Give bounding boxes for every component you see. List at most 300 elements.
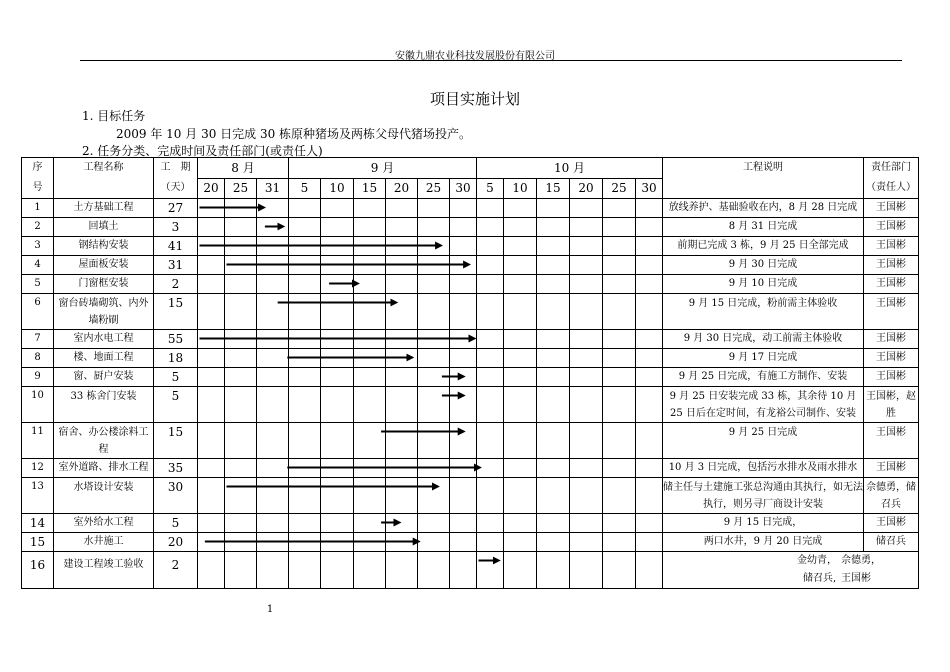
gantt-cell bbox=[603, 368, 636, 387]
gantt-cell bbox=[537, 256, 570, 275]
gantt-cell bbox=[198, 368, 225, 387]
gantt-cell bbox=[636, 275, 663, 294]
gantt-cell bbox=[257, 218, 289, 237]
gantt-cell bbox=[225, 533, 257, 552]
gantt-cell bbox=[477, 330, 504, 349]
gantt-cell bbox=[386, 218, 418, 237]
task-owner: 王国彬，赵胜 bbox=[864, 387, 919, 423]
row-number: 13 bbox=[22, 478, 54, 514]
table-row bbox=[22, 459, 919, 478]
task-remark: 9 月 15 日完成，粉前需主体验收 bbox=[663, 294, 864, 330]
gantt-cell bbox=[477, 275, 504, 294]
gantt-cell bbox=[225, 275, 257, 294]
gantt-cell bbox=[289, 199, 321, 218]
row-number: 5 bbox=[22, 275, 54, 294]
gantt-cell bbox=[537, 218, 570, 237]
gantt-cell bbox=[354, 218, 386, 237]
gantt-cell bbox=[477, 237, 504, 256]
gantt-cell bbox=[636, 387, 663, 423]
gantt-cell bbox=[450, 275, 477, 294]
header-day: 31 bbox=[257, 178, 289, 199]
gantt-cell bbox=[198, 330, 225, 349]
remark-name: 储召兵, bbox=[803, 573, 837, 584]
gantt-cell bbox=[225, 552, 257, 589]
gantt-cell bbox=[570, 237, 603, 256]
gantt-cell bbox=[198, 423, 225, 459]
task-owner: 储召兵 bbox=[864, 533, 919, 552]
task-duration: 20 bbox=[154, 533, 198, 552]
gantt-cell bbox=[537, 330, 570, 349]
gantt-cell bbox=[603, 199, 636, 218]
gantt-cell bbox=[603, 330, 636, 349]
header-period: 工 期 （天） bbox=[154, 158, 198, 199]
task-name: 33 栋舍门安装 bbox=[54, 387, 154, 423]
task-remark: 9 月 30 日完成，动工前需主体验收 bbox=[663, 330, 864, 349]
gantt-cell bbox=[354, 256, 386, 275]
page-number: 1 bbox=[266, 604, 274, 615]
gantt-cell bbox=[386, 533, 418, 552]
gantt-cell bbox=[418, 387, 450, 423]
gantt-cell bbox=[450, 423, 477, 459]
gantt-cell bbox=[386, 552, 418, 589]
row-number: 4 bbox=[22, 256, 54, 275]
table-row bbox=[22, 533, 919, 552]
gantt-cell bbox=[504, 218, 537, 237]
gantt-cell bbox=[450, 349, 477, 368]
row-number: 12 bbox=[22, 459, 54, 478]
task-name: 室外道路、排水工程 bbox=[54, 459, 154, 478]
gantt-cell bbox=[198, 387, 225, 423]
gantt-cell bbox=[537, 237, 570, 256]
table-row bbox=[22, 218, 919, 237]
gantt-cell bbox=[257, 294, 289, 330]
gantt-cell bbox=[321, 459, 354, 478]
task-duration: 2 bbox=[154, 275, 198, 294]
task-owner: 王国彬 bbox=[864, 256, 919, 275]
task-name: 窗台砖墙砌筑、内外墙粉刷 bbox=[54, 294, 154, 330]
gantt-cell bbox=[537, 514, 570, 533]
gantt-cell bbox=[570, 294, 603, 330]
gantt-cell bbox=[321, 368, 354, 387]
gantt-cell bbox=[570, 552, 603, 589]
remark-name: 金幼青， bbox=[797, 555, 837, 566]
task-remark: 9 月 15 日完成， bbox=[663, 514, 864, 533]
gantt-cell bbox=[198, 533, 225, 552]
gantt-cell bbox=[504, 478, 537, 514]
gantt-cell bbox=[386, 199, 418, 218]
gantt-cell bbox=[225, 368, 257, 387]
gantt-cell bbox=[354, 349, 386, 368]
gantt-cell bbox=[225, 199, 257, 218]
gantt-cell bbox=[289, 237, 321, 256]
task-name: 楼、地面工程 bbox=[54, 349, 154, 368]
gantt-cell bbox=[354, 237, 386, 256]
gantt-cell bbox=[418, 349, 450, 368]
gantt-cell bbox=[198, 514, 225, 533]
gantt-cell bbox=[570, 218, 603, 237]
table-row bbox=[22, 423, 919, 459]
gantt-cell bbox=[198, 237, 225, 256]
gantt-cell bbox=[198, 459, 225, 478]
gantt-cell bbox=[289, 275, 321, 294]
gantt-cell bbox=[354, 478, 386, 514]
header-rule bbox=[80, 60, 902, 61]
gantt-cell bbox=[257, 552, 289, 589]
gantt-cell bbox=[570, 514, 603, 533]
task-duration: 5 bbox=[154, 368, 198, 387]
row-number: 15 bbox=[22, 533, 54, 552]
header-day: 20 bbox=[386, 178, 418, 199]
gantt-cell bbox=[570, 349, 603, 368]
gantt-cell bbox=[450, 514, 477, 533]
header-month-aug: 8 月 bbox=[198, 158, 289, 179]
gantt-cell bbox=[603, 294, 636, 330]
gantt-cell bbox=[225, 514, 257, 533]
gantt-cell bbox=[450, 552, 477, 589]
remark-name: 佘德勇， bbox=[841, 555, 881, 566]
gantt-cell bbox=[321, 349, 354, 368]
gantt-cell bbox=[603, 478, 636, 514]
gantt-cell bbox=[636, 423, 663, 459]
task-remark: 储主任与土建施工张总沟通由其执行，如无法执行，则另寻厂商设计安装 bbox=[663, 478, 864, 514]
table-row bbox=[22, 237, 919, 256]
gantt-cell bbox=[450, 237, 477, 256]
gantt-cell bbox=[257, 423, 289, 459]
gantt-cell bbox=[504, 514, 537, 533]
task-owner: 王国彬 bbox=[864, 459, 919, 478]
task-duration: 5 bbox=[154, 514, 198, 533]
page-title: 项目实施计划 bbox=[429, 90, 520, 108]
gantt-cell bbox=[570, 387, 603, 423]
section1-heading: 1. 目标任务 bbox=[82, 109, 146, 123]
gantt-cell bbox=[418, 294, 450, 330]
gantt-cell bbox=[477, 552, 504, 589]
table-row bbox=[22, 294, 919, 330]
gantt-cell bbox=[418, 478, 450, 514]
row-number: 10 bbox=[22, 387, 54, 423]
gantt-cell bbox=[321, 218, 354, 237]
task-name: 钢结构安装 bbox=[54, 237, 154, 256]
gantt-cell bbox=[386, 256, 418, 275]
table-row bbox=[22, 349, 919, 368]
task-owner: 王国彬 bbox=[864, 349, 919, 368]
gantt-cell bbox=[386, 459, 418, 478]
task-remark: 9 月 30 日完成 bbox=[663, 256, 864, 275]
gantt-cell bbox=[636, 533, 663, 552]
gantt-cell bbox=[570, 256, 603, 275]
gantt-cell bbox=[603, 552, 636, 589]
gantt-cell bbox=[504, 199, 537, 218]
row-number: 1 bbox=[22, 199, 54, 218]
gantt-cell bbox=[257, 514, 289, 533]
gantt-cell bbox=[537, 552, 570, 589]
header-day: 20 bbox=[570, 178, 603, 199]
gantt-cell bbox=[537, 533, 570, 552]
gantt-cell bbox=[321, 423, 354, 459]
task-duration: 18 bbox=[154, 349, 198, 368]
header-day: 20 bbox=[198, 178, 225, 199]
gantt-cell bbox=[354, 514, 386, 533]
task-duration: 27 bbox=[154, 199, 198, 218]
table-row bbox=[22, 387, 919, 423]
gantt-cell bbox=[603, 349, 636, 368]
task-name: 窗、厨户安装 bbox=[54, 368, 154, 387]
row-number: 3 bbox=[22, 237, 54, 256]
gantt-cell bbox=[450, 294, 477, 330]
gantt-cell bbox=[477, 459, 504, 478]
task-name: 土方基础工程 bbox=[54, 199, 154, 218]
task-owner: 王国彬 bbox=[864, 423, 919, 459]
header-day: 15 bbox=[537, 178, 570, 199]
table-row bbox=[22, 368, 919, 387]
gantt-cell bbox=[321, 275, 354, 294]
gantt-cell bbox=[418, 218, 450, 237]
gantt-cell bbox=[477, 349, 504, 368]
gantt-cell bbox=[257, 275, 289, 294]
gantt-cell bbox=[289, 256, 321, 275]
task-remark: 9 月 25 日完成 bbox=[663, 423, 864, 459]
gantt-cell bbox=[289, 349, 321, 368]
gantt-cell bbox=[504, 459, 537, 478]
task-remark: 前期已完成 3 栋，9 月 25 日全部完成 bbox=[663, 237, 864, 256]
gantt-cell bbox=[636, 459, 663, 478]
gantt-cell bbox=[321, 256, 354, 275]
gantt-cell bbox=[636, 199, 663, 218]
gantt-cell bbox=[198, 478, 225, 514]
gantt-cell bbox=[603, 218, 636, 237]
gantt-cell bbox=[225, 218, 257, 237]
header-day: 5 bbox=[289, 178, 321, 199]
gantt-cell bbox=[570, 478, 603, 514]
header-month-oct: 10 月 bbox=[477, 158, 663, 179]
header-no: 序 号 bbox=[22, 158, 54, 199]
gantt-cell bbox=[225, 237, 257, 256]
header-day: 25 bbox=[225, 178, 257, 199]
gantt-cell bbox=[418, 533, 450, 552]
gantt-cell bbox=[225, 459, 257, 478]
gantt-cell bbox=[477, 478, 504, 514]
gantt-cell bbox=[636, 514, 663, 533]
task-remark: 两口水井，9 月 20 日完成 bbox=[663, 533, 864, 552]
gantt-cell bbox=[477, 294, 504, 330]
gantt-cell bbox=[570, 533, 603, 552]
task-remark bbox=[663, 552, 919, 589]
gantt-cell bbox=[198, 256, 225, 275]
row-number: 7 bbox=[22, 330, 54, 349]
gantt-cell bbox=[450, 478, 477, 514]
task-name: 室外给水工程 bbox=[54, 514, 154, 533]
task-duration: 30 bbox=[154, 478, 198, 514]
task-owner: 王国彬 bbox=[864, 514, 919, 533]
gantt-cell bbox=[321, 552, 354, 589]
gantt-cell bbox=[477, 423, 504, 459]
gantt-cell bbox=[504, 294, 537, 330]
gantt-cell bbox=[386, 330, 418, 349]
gantt-cell bbox=[386, 387, 418, 423]
gantt-cell bbox=[386, 237, 418, 256]
task-name: 门窗框安装 bbox=[54, 275, 154, 294]
gantt-cell bbox=[450, 533, 477, 552]
gantt-cell bbox=[354, 275, 386, 294]
gantt-cell bbox=[418, 199, 450, 218]
gantt-cell bbox=[570, 199, 603, 218]
gantt-cell bbox=[504, 533, 537, 552]
row-number: 8 bbox=[22, 349, 54, 368]
gantt-cell bbox=[504, 330, 537, 349]
table-row bbox=[22, 199, 919, 218]
gantt-cell bbox=[257, 237, 289, 256]
task-owner: 王国彬 bbox=[864, 237, 919, 256]
gantt-cell bbox=[636, 478, 663, 514]
gantt-cell bbox=[537, 199, 570, 218]
header-day: 30 bbox=[450, 178, 477, 199]
task-duration: 41 bbox=[154, 237, 198, 256]
gantt-cell bbox=[321, 514, 354, 533]
gantt-cell bbox=[257, 256, 289, 275]
gantt-cell bbox=[198, 218, 225, 237]
gantt-cell bbox=[354, 368, 386, 387]
gantt-cell bbox=[537, 459, 570, 478]
header-day: 30 bbox=[636, 178, 663, 199]
gantt-cell bbox=[603, 237, 636, 256]
gantt-cell bbox=[603, 387, 636, 423]
row-number: 9 bbox=[22, 368, 54, 387]
gantt-cell bbox=[504, 552, 537, 589]
section1-text: 2009 年 10 月 30 日完成 30 栋原种猪场及两栋父母代猪场投产。 bbox=[116, 127, 472, 141]
gantt-cell bbox=[504, 423, 537, 459]
task-duration: 2 bbox=[154, 552, 198, 589]
task-name: 水井施工 bbox=[54, 533, 154, 552]
task-owner: 王国彬 bbox=[864, 368, 919, 387]
gantt-cell bbox=[354, 294, 386, 330]
task-duration: 3 bbox=[154, 218, 198, 237]
gantt-cell bbox=[289, 514, 321, 533]
task-remark: 10 月 3 日完成，包括污水排水及雨水排水 bbox=[663, 459, 864, 478]
gantt-cell bbox=[537, 368, 570, 387]
task-owner: 王国彬 bbox=[864, 199, 919, 218]
header-day: 5 bbox=[477, 178, 504, 199]
gantt-cell bbox=[418, 330, 450, 349]
gantt-cell bbox=[450, 199, 477, 218]
row-number: 6 bbox=[22, 294, 54, 330]
gantt-cell bbox=[450, 459, 477, 478]
gantt-cell bbox=[418, 514, 450, 533]
header-day: 15 bbox=[354, 178, 386, 199]
gantt-cell bbox=[289, 423, 321, 459]
gantt-cell bbox=[418, 256, 450, 275]
gantt-cell bbox=[225, 256, 257, 275]
gantt-cell bbox=[321, 387, 354, 423]
gantt-cell bbox=[198, 294, 225, 330]
task-remark: 9 月 25 日完成，有施工方制作、安装 bbox=[663, 368, 864, 387]
gantt-cell bbox=[504, 256, 537, 275]
gantt-cell bbox=[504, 387, 537, 423]
gantt-cell bbox=[354, 330, 386, 349]
gantt-cell bbox=[636, 294, 663, 330]
gantt-cell bbox=[386, 368, 418, 387]
gantt-cell bbox=[225, 478, 257, 514]
gantt-cell bbox=[418, 237, 450, 256]
gantt-cell bbox=[636, 256, 663, 275]
gantt-cell bbox=[289, 459, 321, 478]
gantt-cell bbox=[477, 218, 504, 237]
row-number: 11 bbox=[22, 423, 54, 459]
gantt-cell bbox=[321, 330, 354, 349]
gantt-cell bbox=[386, 275, 418, 294]
task-owner: 王国彬 bbox=[864, 294, 919, 330]
gantt-cell bbox=[477, 199, 504, 218]
gantt-cell bbox=[354, 533, 386, 552]
gantt-cell bbox=[198, 275, 225, 294]
gantt-cell bbox=[386, 349, 418, 368]
gantt-cell bbox=[321, 237, 354, 256]
gantt-cell bbox=[477, 533, 504, 552]
company-header: 安徽九鼎农业科技发展股份有限公司 bbox=[395, 51, 555, 62]
row-number: 2 bbox=[22, 218, 54, 237]
gantt-cell bbox=[570, 459, 603, 478]
gantt-cell bbox=[636, 330, 663, 349]
gantt-cell bbox=[289, 387, 321, 423]
task-owner: 王国彬 bbox=[864, 218, 919, 237]
gantt-cell bbox=[450, 256, 477, 275]
task-remark: 9 月 25 日安装完成 33 栋，其余待 10 月 25 日后在定时间，有龙裕公司制作、安装 bbox=[663, 387, 864, 423]
gantt-cell bbox=[225, 423, 257, 459]
gantt-cell bbox=[257, 349, 289, 368]
table-row bbox=[22, 256, 919, 275]
gantt-cell bbox=[257, 478, 289, 514]
gantt-cell bbox=[257, 387, 289, 423]
gantt-cell bbox=[198, 349, 225, 368]
gantt-cell bbox=[386, 423, 418, 459]
header-month-sep: 9 月 bbox=[289, 158, 477, 179]
task-name: 宿舍、办公楼涂料工程 bbox=[54, 423, 154, 459]
task-duration: 15 bbox=[154, 294, 198, 330]
task-duration: 5 bbox=[154, 387, 198, 423]
row-number: 16 bbox=[22, 552, 54, 589]
gantt-cell bbox=[321, 533, 354, 552]
remark-name: 王国彬 bbox=[841, 573, 871, 584]
task-name: 室内水电工程 bbox=[54, 330, 154, 349]
gantt-cell bbox=[289, 330, 321, 349]
gantt-cell bbox=[504, 349, 537, 368]
gantt-cell bbox=[289, 218, 321, 237]
gantt-cell bbox=[289, 368, 321, 387]
task-name: 水塔设计安装 bbox=[54, 478, 154, 514]
task-name: 屋面板安装 bbox=[54, 256, 154, 275]
gantt-table bbox=[21, 157, 919, 589]
gantt-cell bbox=[386, 514, 418, 533]
table-row bbox=[22, 478, 919, 514]
gantt-cell bbox=[504, 237, 537, 256]
header-day: 25 bbox=[603, 178, 636, 199]
task-name: 建设工程竣工验收 bbox=[54, 552, 154, 589]
gantt-cell bbox=[636, 552, 663, 589]
header-remark: 工程说明 bbox=[663, 158, 864, 199]
task-remark: 放线养护、基础验收在内，8 月 28 日完成 bbox=[663, 199, 864, 218]
row-number: 14 bbox=[22, 514, 54, 533]
gantt-cell bbox=[570, 275, 603, 294]
gantt-cell bbox=[257, 330, 289, 349]
gantt-cell bbox=[636, 349, 663, 368]
gantt-cell bbox=[198, 199, 225, 218]
task-duration: 35 bbox=[154, 459, 198, 478]
gantt-cell bbox=[537, 387, 570, 423]
gantt-cell bbox=[504, 368, 537, 387]
header-day: 10 bbox=[504, 178, 537, 199]
gantt-cell bbox=[354, 459, 386, 478]
task-remark: 9 月 17 日完成 bbox=[663, 349, 864, 368]
header-day: 25 bbox=[418, 178, 450, 199]
